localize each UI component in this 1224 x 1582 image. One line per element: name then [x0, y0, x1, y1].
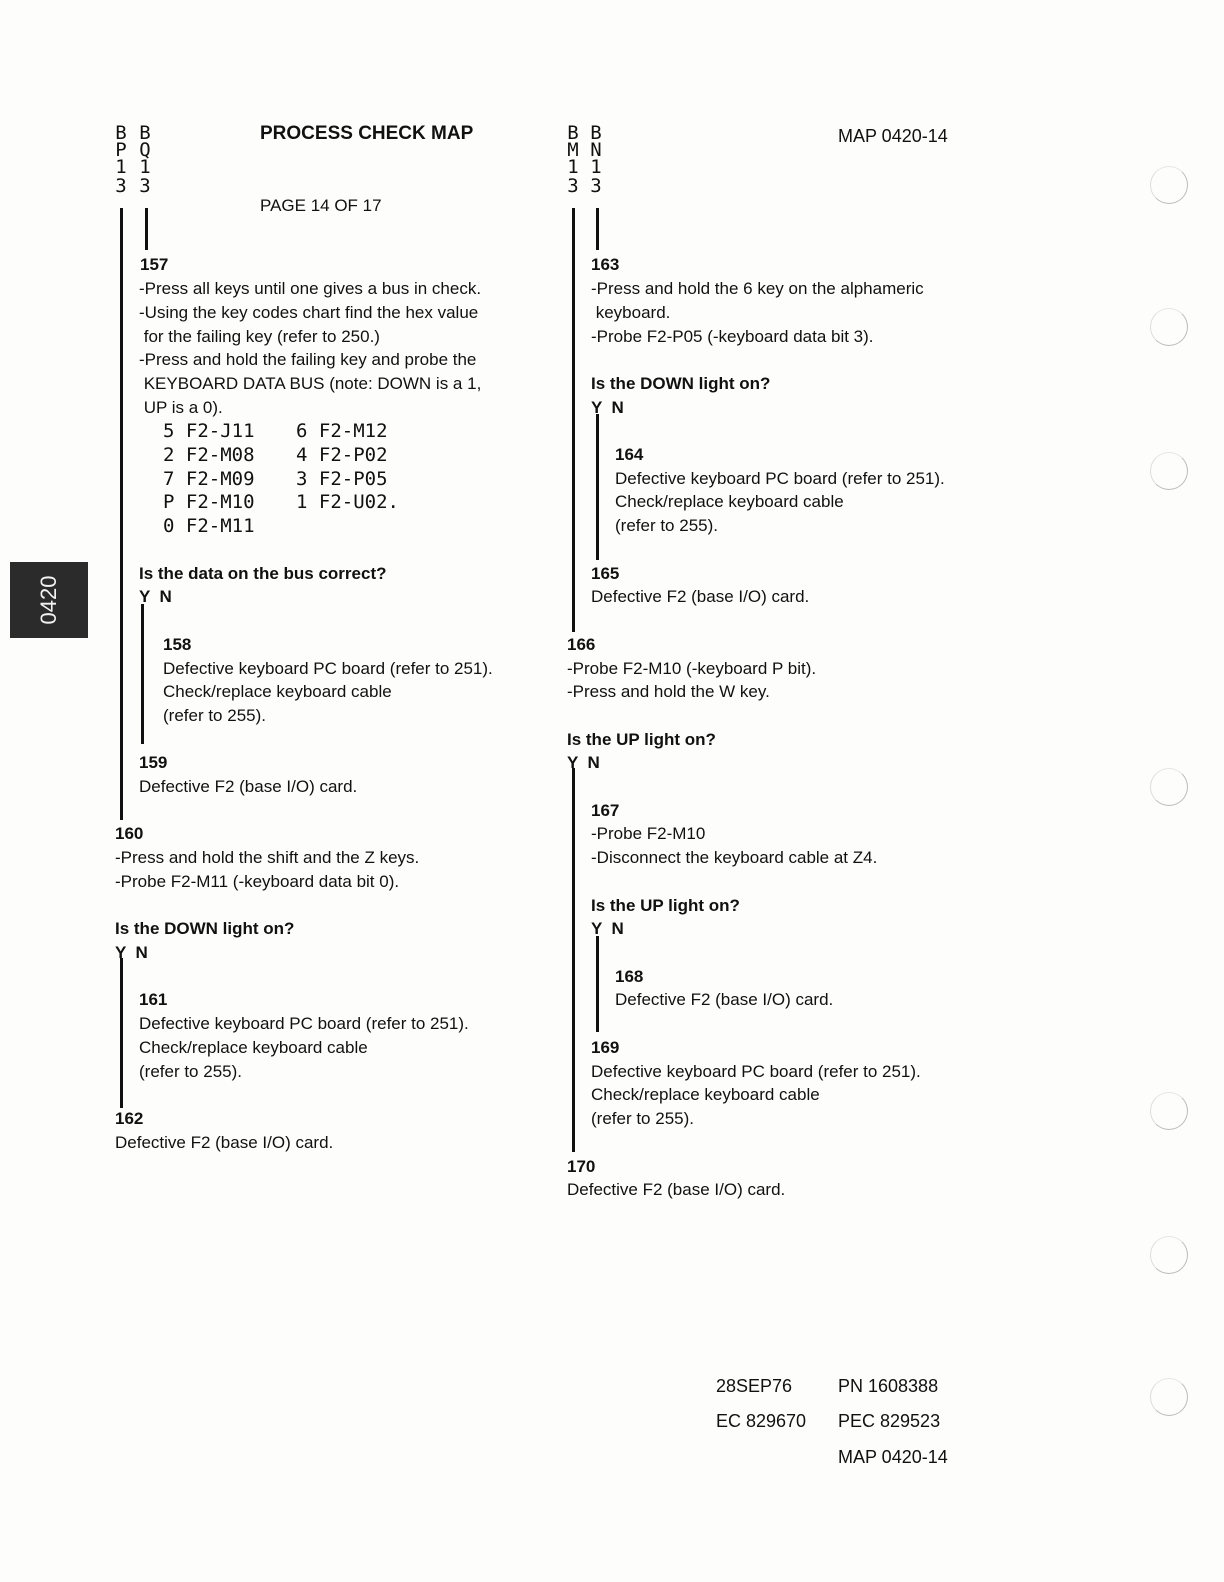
step-number: 166 — [567, 635, 596, 654]
yes-no-label: Y N — [591, 398, 624, 417]
code-entry: 5 F2-J11 — [163, 420, 255, 442]
flow-line — [141, 604, 144, 744]
step-text: Defective keyboard PC board (refer to 251). — [163, 659, 493, 678]
step-text: Check/replace keyboard cable — [139, 1038, 368, 1057]
connector-letter: 1 — [115, 156, 127, 178]
step-text: -Press and hold the W key. — [567, 682, 770, 701]
step-number: 165 — [591, 564, 620, 583]
binder-hole — [1150, 768, 1188, 806]
step-text: Defective F2 (base I/O) card. — [615, 990, 834, 1009]
step-text: Check/replace keyboard cable — [615, 492, 844, 511]
step-text: Defective keyboard PC board (refer to 251). — [139, 1014, 469, 1033]
step-text: (refer to 255). — [615, 516, 718, 535]
connector-letter: Q — [139, 139, 151, 161]
step-text: -Press and hold the shift and the Z keys. — [115, 848, 420, 867]
yes-no-label: Y N — [591, 919, 624, 938]
step-text: (refer to 255). — [163, 706, 266, 725]
connector-letter: B — [590, 122, 602, 144]
step-text: -Probe F2-M10 (-keyboard P bit). — [567, 659, 817, 678]
connector-letter: 3 — [139, 175, 151, 197]
code-entry: 2 F2-M08 — [163, 444, 255, 466]
step-number: 157 — [140, 255, 169, 274]
footer-date: 28SEP76 — [716, 1376, 793, 1396]
step-text: -Using the key codes chart find the hex value — [139, 303, 479, 322]
step-number: 162 — [115, 1109, 144, 1128]
connector-letter: M — [567, 139, 579, 161]
step-text: -Press and hold the failing key and probe the — [139, 350, 477, 369]
footer-part-number: PN 1608388 — [838, 1376, 939, 1396]
step-text: Check/replace keyboard cable — [591, 1085, 820, 1104]
question: Is the data on the bus correct? — [139, 564, 387, 583]
connector-letter: 1 — [567, 156, 579, 178]
step-number: 163 — [591, 255, 620, 274]
connector-letter: B — [139, 122, 151, 144]
flow-line — [596, 208, 599, 250]
code-entry: P F2-M10 — [163, 491, 255, 513]
question: Is the UP light on? — [567, 730, 716, 749]
connector-letter: B — [115, 122, 127, 144]
step-text: Defective keyboard PC board (refer to 251). — [591, 1062, 921, 1081]
connector-letter: 1 — [590, 156, 602, 178]
yes-no-label: Y N — [115, 943, 148, 962]
step-text: -Press all keys until one gives a bus in check. — [139, 279, 482, 298]
yes-no-label: Y N — [139, 587, 172, 606]
step-text: -Probe F2-M10 — [591, 824, 706, 843]
section-tab — [10, 562, 88, 638]
code-entry: 4 F2-P02 — [296, 444, 388, 466]
flow-line — [145, 208, 148, 250]
section-tab-label: 0420 — [36, 575, 61, 625]
step-text: (refer to 255). — [591, 1109, 694, 1128]
step-text: Defective F2 (base I/O) card. — [567, 1180, 786, 1199]
step-number: 169 — [591, 1038, 620, 1057]
step-text: for the failing key (refer to 250.) — [139, 327, 380, 346]
step-number: 161 — [139, 990, 168, 1009]
step-number: 158 — [163, 635, 192, 654]
step-text: Defective keyboard PC board (refer to 251). — [615, 469, 945, 488]
code-entry: 0 F2-M11 — [163, 515, 255, 537]
step-text: Check/replace keyboard cable — [163, 682, 392, 701]
step-text: -Probe F2-M11 (-keyboard data bit 0). — [115, 872, 400, 891]
step-text: keyboard. — [591, 303, 671, 322]
step-number: 164 — [615, 445, 644, 464]
step-text: Defective F2 (base I/O) card. — [115, 1133, 334, 1152]
step-text: (refer to 255). — [139, 1062, 242, 1081]
binder-hole — [1150, 1236, 1188, 1274]
step-number: 167 — [591, 801, 620, 820]
step-text: -Probe F2-P05 (-keyboard data bit 3). — [591, 327, 874, 346]
footer-ec: EC 829670 — [716, 1411, 807, 1431]
flow-line — [120, 208, 123, 820]
step-number: 159 — [139, 753, 168, 772]
step-text: Defective F2 (base I/O) card. — [139, 777, 358, 796]
connector-letter: 3 — [115, 175, 127, 197]
page-number: PAGE 14 OF 17 — [260, 196, 382, 215]
connector-letter: P — [115, 139, 127, 161]
step-text: UP is a 0). — [139, 398, 223, 417]
step-text: KEYBOARD DATA BUS (note: DOWN is a 1, — [139, 374, 482, 393]
step-text: Defective F2 (base I/O) card. — [591, 587, 810, 606]
footer-pec: PEC 829523 — [838, 1411, 941, 1431]
map-id: MAP 0420-14 — [838, 126, 948, 146]
flow-line — [572, 768, 575, 1152]
flow-line — [596, 936, 599, 1032]
yes-no-label: Y N — [567, 753, 600, 772]
step-number: 168 — [615, 967, 644, 986]
code-entry: 7 F2-M09 — [163, 468, 255, 490]
connector-letter: 1 — [139, 156, 151, 178]
code-entry: 3 F2-P05 — [296, 468, 388, 490]
question: Is the UP light on? — [591, 896, 740, 915]
step-number: 170 — [567, 1157, 596, 1176]
step-text: -Disconnect the keyboard cable at Z4. — [591, 848, 878, 867]
footer-map-id: MAP 0420-14 — [838, 1447, 948, 1467]
connector-letter: B — [567, 122, 579, 144]
binder-hole — [1150, 308, 1188, 346]
connector-letter: 3 — [590, 175, 602, 197]
flow-line — [596, 414, 599, 560]
step-number: 160 — [115, 824, 144, 843]
binder-hole — [1150, 1378, 1188, 1416]
page-title: PROCESS CHECK MAP — [260, 123, 474, 144]
binder-hole — [1150, 166, 1188, 204]
step-text: -Press and hold the 6 key on the alphameric — [591, 279, 924, 298]
connector-letter: 3 — [567, 175, 579, 197]
connector-letter: N — [590, 139, 602, 161]
flow-line — [572, 208, 575, 632]
binder-hole — [1150, 452, 1188, 490]
flow-line — [120, 958, 123, 1108]
question: Is the DOWN light on? — [115, 919, 295, 938]
code-entry: 6 F2-M12 — [296, 420, 388, 442]
code-entry: 1 F2-U02. — [296, 491, 399, 513]
binder-hole — [1150, 1092, 1188, 1130]
question: Is the DOWN light on? — [591, 374, 771, 393]
